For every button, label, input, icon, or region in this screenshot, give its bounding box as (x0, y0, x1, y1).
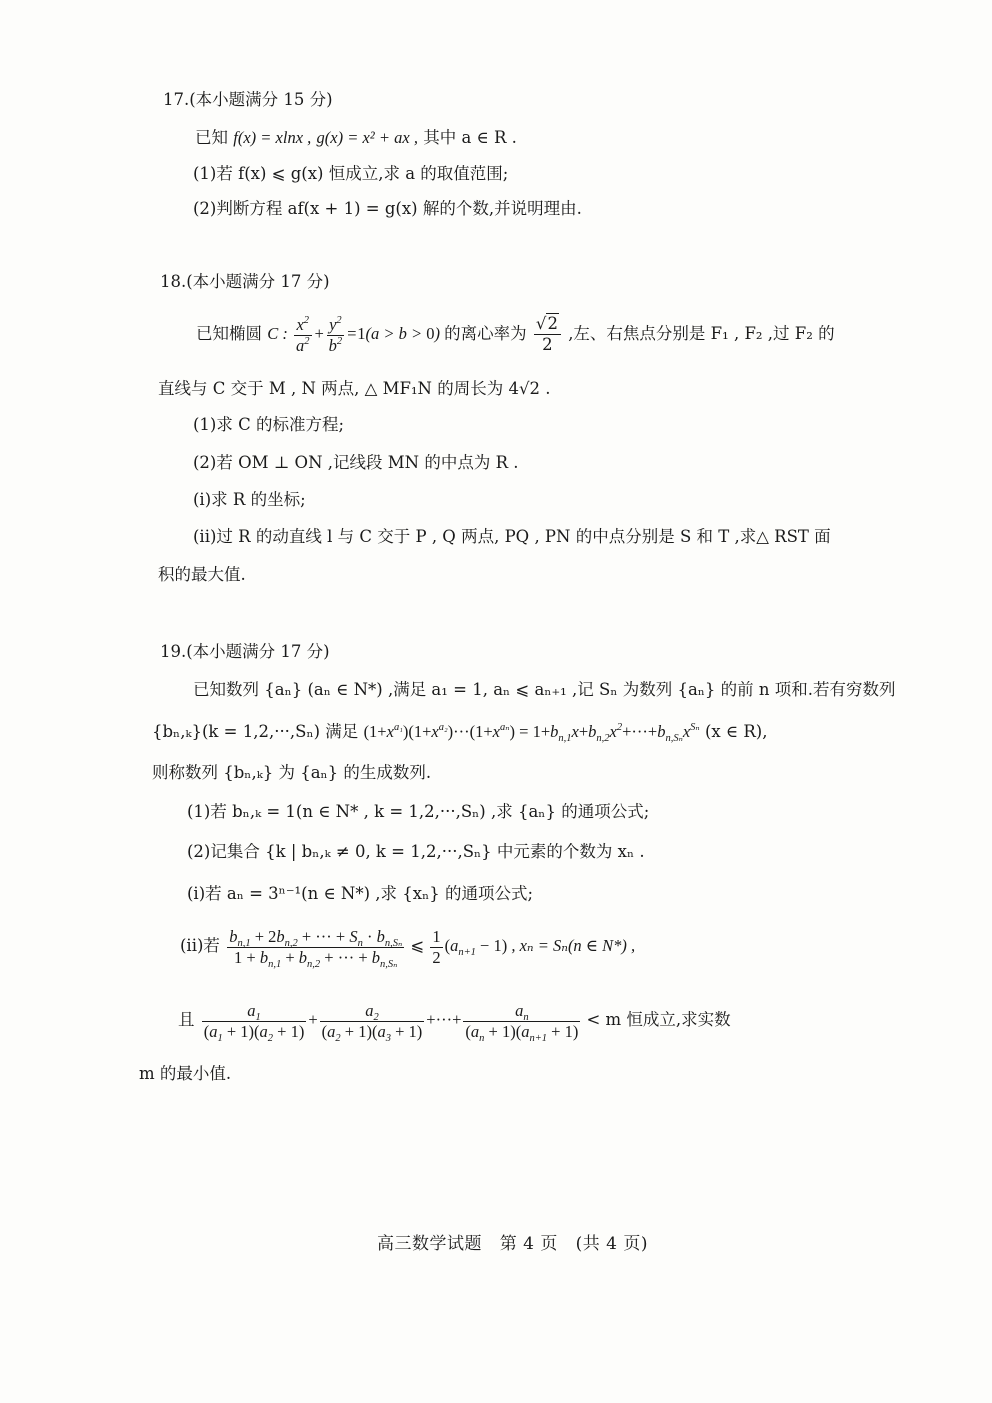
q19-sum-line (178, 996, 731, 1044)
q19-sum-suffix: < m 恒成立,求实数 (586, 1010, 731, 1029)
q19-part2-ii (180, 922, 635, 970)
q17-stem (195, 127, 517, 149)
q19-stem-line2 (152, 721, 768, 743)
q18-part1: (1)求 C 的标准方程; (193, 415, 345, 434)
q18-stem (196, 312, 835, 356)
q17-part2: (2)判断方程 af(x + 1) = g(x) 解的个数,并说明理由. (193, 199, 582, 218)
page-footer (377, 1229, 648, 1254)
footer-total: (共 4 页) (575, 1234, 648, 1254)
q18-stem-b: 的离心率为 (444, 324, 527, 343)
q18-stem-a: 已知椭圆 (196, 324, 262, 343)
q19-stem2-b: (x ∈ R), (704, 722, 768, 741)
q18-part2-ii: (ii)过 R 的动直线 l 与 C 交于 P , Q 两点, PQ , PN 的中点分别是 S 和 T ,求△ RST 面 (193, 527, 831, 546)
q18-header: 18.(本小题满分 17 分) (160, 272, 330, 291)
q19-and: 且 (178, 1010, 195, 1029)
q17-header: 17.(本小题满分 15 分) (163, 90, 333, 109)
q19-header: 19.(本小题满分 17 分) (160, 642, 330, 661)
q18-ellipse-equation: C : $\frac{x^2}{a^2}$ + $\frac{y^2}{b^2}$ =1(a > b > 0) (267, 314, 445, 355)
q19-generating-polynomial: $(1+x^{a_1})(1+x^{a_2})\cdot\cdot\cdot(1+x^{a_n}) = 1+b_{n,1}x+b_{n,2}x^2+\cdot\cdot\cdot+b_{n,S_n}x^{S_n}$ (363, 722, 700, 744)
footer-title: 高三数学试题 (377, 1234, 482, 1254)
q17-f-def: f(x) = xlnx , (233, 128, 312, 147)
q18-part2-i: (i)求 R 的坐标; (193, 490, 306, 509)
q19-part2-i: (i)若 aₙ = 3ⁿ⁻¹(n ∈ N*) ,求 {xₙ} 的通项公式; (187, 884, 534, 903)
q19-part1: (1)若 bₙ,ₖ = 1(n ∈ N* , k = 1,2,···,Sₙ) ,求 {aₙ} 的通项公式; (187, 802, 650, 821)
q19-part2: (2)记集合 {k | bₙ,ₖ ≠ 0, k = 1,2,···,Sₙ} 中元素的个数为 xₙ . (187, 842, 645, 861)
q17-g-def: g(x) = x² + ax , (316, 128, 418, 147)
q17-stem-suffix: 其中 a ∈ R . (423, 128, 517, 147)
q19-stem2-a: {bₙ,ₖ}(k = 1,2,···,Sₙ) 满足 (152, 722, 359, 741)
q19-part2-ii-suffix: , xₙ = Sₙ(n ∈ N*) , (511, 936, 636, 955)
q19-sum-expression: $\frac{a_1}{(a_1 + 1)(a_2 + 1)}$ + $\frac{a_2}{(a_2 + 1)(a_3 + 1)}$ +···+ $\frac{a_n}{(a_n + 1)(a_{n+1} + 1)}$ (203, 1000, 579, 1044)
q18-stem-c: ,左、右焦点分别是 F₁ , F₂ ,过 F₂ 的 (568, 324, 835, 343)
q19-part2-ii-prefix: (ii)若 (180, 936, 220, 955)
q17-stem-prefix: 已知 (195, 128, 228, 147)
q18-part2-ii-cont: 积的最大值. (158, 565, 246, 584)
q19-condition-inequality: $\frac{b_{n,1} + 2b_{n,2} + \cdot\cdot\cdot + S_n \cdot b_{n,S_n}}{1 + b_{n,1} + b_{n,2} + \cdot\cdot\cdot + b_{n,S_n}}$ ⩽ $\frac{1}{2}$ $(a_{n+1} - 1)$ (229, 926, 508, 970)
q19-last-line: m 的最小值. (139, 1064, 232, 1083)
q18-part2: (2)若 OM ⊥ ON ,记线段 MN 的中点为 R . (193, 453, 519, 472)
q19-stem-line1: 已知数列 {aₙ} (aₙ ∈ N*) ,满足 a₁ = 1, aₙ ⩽ aₙ₊₁ ,记 Sₙ 为数列 {aₙ} 的前 n 项和.若有穷数列 (193, 680, 896, 699)
q18-stem-line2: 直线与 C 交于 M , N 两点, △ MF₁N 的周长为 4√2 . (158, 379, 551, 398)
q17-part1: (1)若 f(x) ⩽ g(x) 恒成立,求 a 的取值范围; (193, 164, 509, 183)
footer-page: 第 4 页 (499, 1234, 558, 1254)
q19-stem-line3: 则称数列 {bₙ,ₖ} 为 {aₙ} 的生成数列. (152, 763, 432, 782)
q18-eccentricity-fraction: $\frac{√2}{2}$ (534, 314, 561, 355)
